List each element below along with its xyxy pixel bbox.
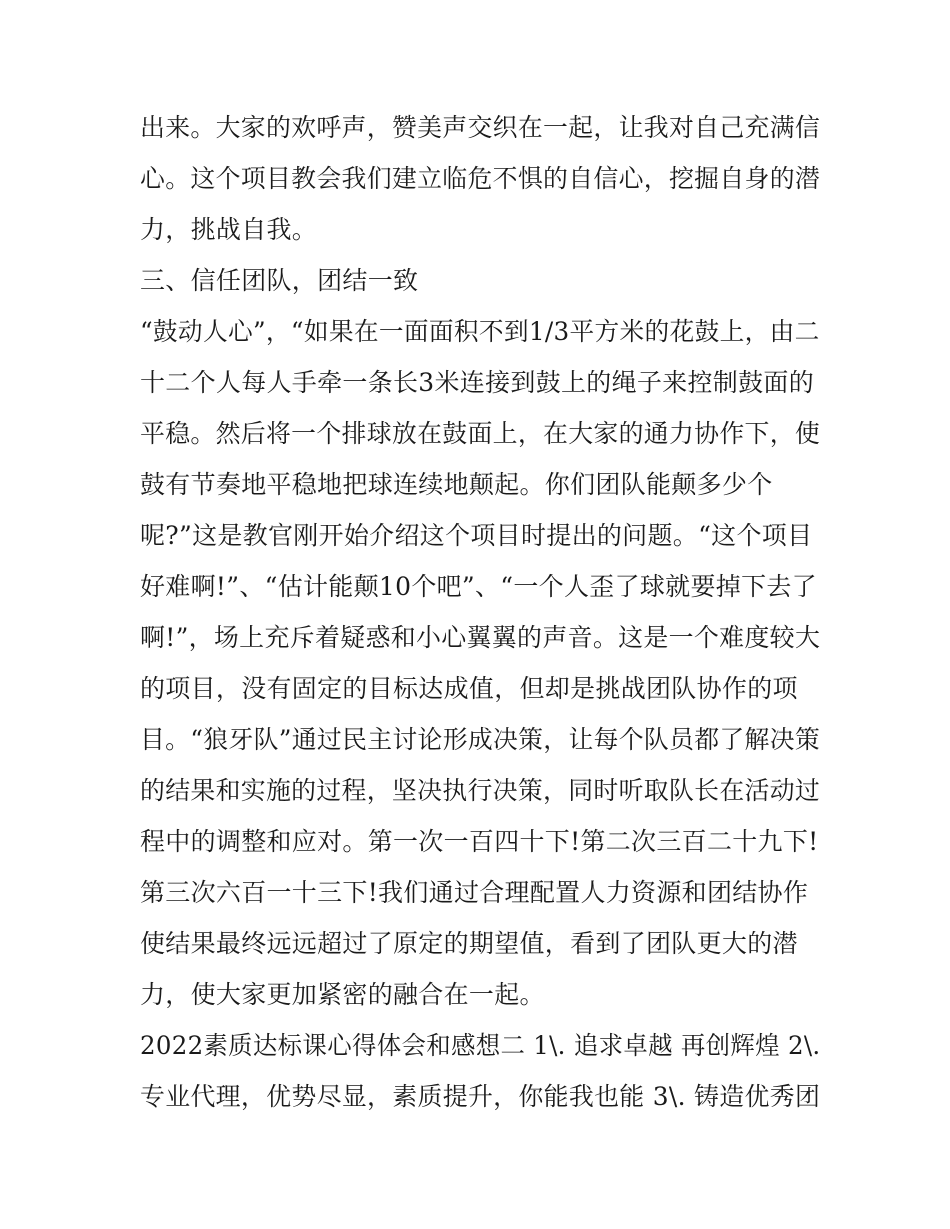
text-line: 使结果最终远远超过了原定的期望值，看到了团队更大的潜: [140, 929, 798, 958]
text-line: 呢?”这是教官刚开始介绍这个项目时提出的问题。“这个项目: [140, 521, 813, 550]
text-line: 专业代理，优势尽显，素质提升，你能我也能 3\. 铸造优秀团: [140, 1082, 821, 1111]
text-line: 心。这个项目教会我们建立临危不惧的自信心，挖掘自身的潜: [140, 164, 821, 193]
text-line: 目。“狼牙队”通过民主讨论形成决策，让每个队员都了解决策: [140, 725, 821, 754]
text-line: 力，挑战自我。: [140, 215, 318, 244]
text-line: 出来。大家的欢呼声，赞美声交织在一起，让我对自己充满信: [140, 113, 821, 142]
text-line: 好难啊!”、“估计能颠10个吧”、“一个人歪了球就要掉下去了: [140, 572, 817, 601]
text-line: 啊!”，场上充斥着疑惑和小心翼翼的声音。这是一个难度较大: [140, 623, 821, 652]
text-line: “鼓动人心”，“如果在一面面积不到1/3平方米的花鼓上，由二: [140, 317, 820, 346]
text-line: 十二个人每人手牵一条长3米连接到鼓上的绳子来控制鼓面的: [140, 368, 815, 397]
text-line: 平稳。然后将一个排球放在鼓面上，在大家的通力协作下，使: [140, 419, 821, 448]
text-line: 第三次六百一十三下!我们通过合理配置人力资源和团结协作: [140, 878, 809, 907]
section-heading: 三、信任团队，团结一致: [140, 266, 419, 295]
text-line: 的项目，没有固定的目标达成值，但却是挑战团队协作的项: [140, 674, 798, 703]
text-line: 鼓有节奏地平稳地把球连续地颠起。你们团队能颠多少个: [140, 470, 773, 499]
text-line: 的结果和实施的过程，坚决执行决策，同时听取队长在活动过: [140, 776, 821, 805]
text-line: 程中的调整和应对。第一次一百四十下!第二次三百二十九下!: [140, 827, 819, 856]
text-line: 力，使大家更加紧密的融合在一起。: [140, 980, 545, 1009]
text-line: 2022素质达标课心得体会和感想二 1\. 追求卓越 再创辉煌 2\.: [140, 1031, 821, 1060]
